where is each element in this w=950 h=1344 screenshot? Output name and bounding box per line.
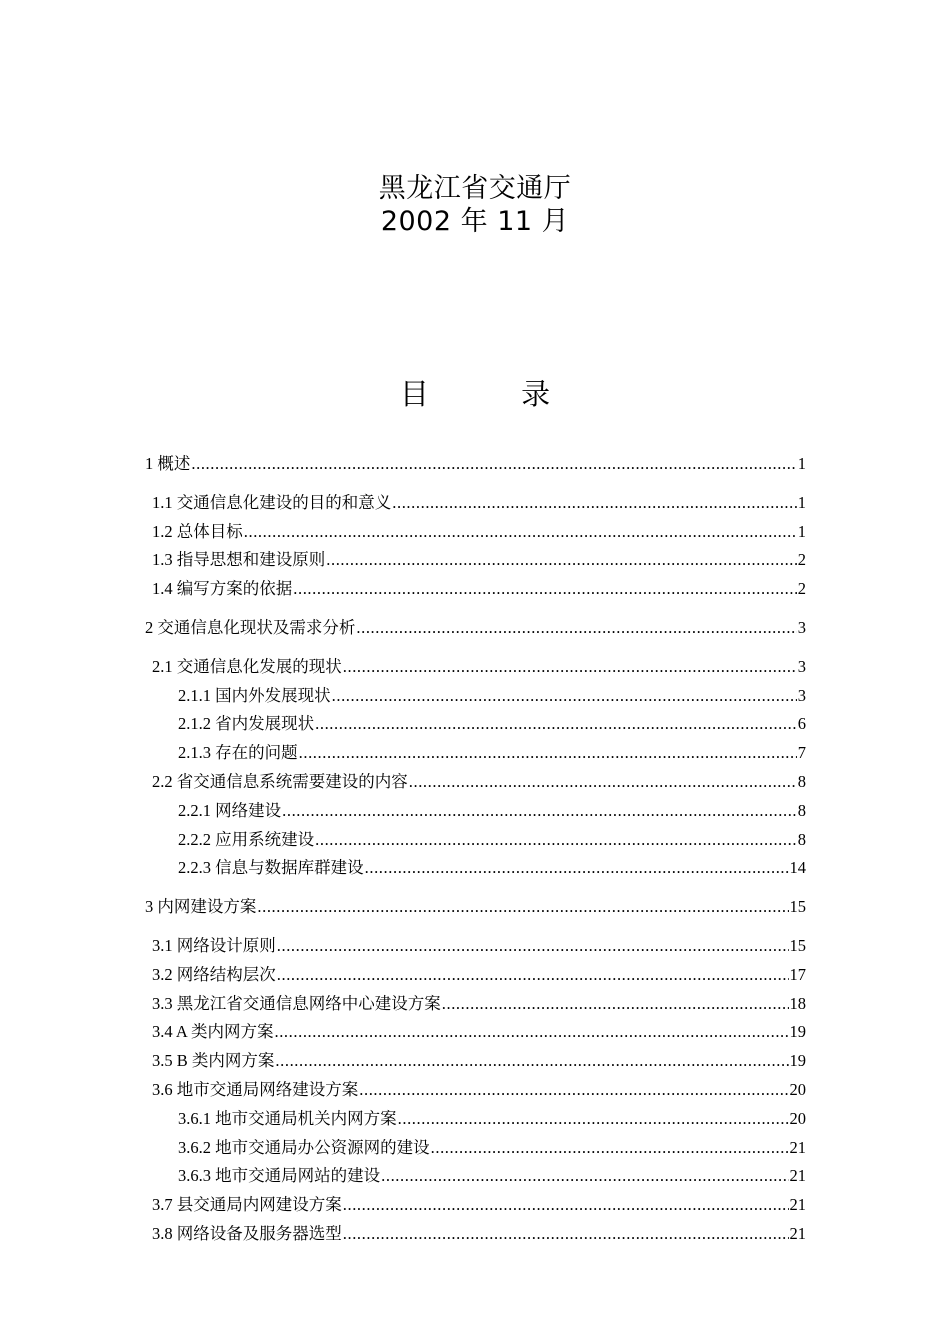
toc-entry-label: 2.1 交通信息化发展的现状 (152, 656, 342, 676)
toc-entry-page: 14 (789, 858, 806, 878)
toc-leader-dots (343, 1220, 789, 1249)
toc-leader-dots (442, 990, 789, 1019)
toc-leader-dots (282, 797, 797, 826)
toc-entry-label: 1.2 总体目标 (152, 521, 243, 541)
toc-entry[interactable] (145, 614, 806, 643)
toc-entry-page: 21 (789, 1137, 806, 1157)
toc-entry[interactable] (145, 768, 806, 797)
toc-leader-dots (381, 1162, 788, 1191)
toc-entry-label: 2.2.3 信息与数据库群建设 (178, 858, 364, 878)
toc-entry[interactable] (145, 546, 806, 575)
toc-entry-page: 1 (797, 492, 806, 512)
organization-name: 黑龙江省交通厅 (378, 173, 572, 204)
toc-entry-label: 2.1.2 省内发展现状 (178, 714, 315, 734)
toc-entry[interactable] (145, 1162, 806, 1191)
toc-entry-label: 2.1.1 国内外发展现状 (178, 685, 331, 705)
toc-entry-page: 18 (789, 993, 806, 1013)
toc-entry-page: 21 (789, 1195, 806, 1215)
toc-entry-page: 2 (797, 550, 806, 570)
toc-leader-dots (244, 518, 797, 547)
toc-entry[interactable] (145, 826, 806, 855)
toc-entry[interactable] (145, 682, 806, 711)
toc-entry-page: 21 (789, 1223, 806, 1243)
toc-entry-label: 2 交通信息化现状及需求分析 (145, 617, 356, 637)
toc-entry[interactable] (145, 518, 806, 547)
toc-entry-label: 3.6.3 地市交通局网站的建设 (178, 1166, 381, 1186)
toc-title: 目 录 (399, 377, 551, 411)
toc-entry-page: 20 (789, 1079, 806, 1099)
toc-leader-dots (398, 1105, 789, 1134)
toc-entry[interactable] (145, 710, 806, 739)
toc-entry[interactable] (145, 797, 806, 826)
toc-leader-dots (315, 826, 797, 855)
toc-leader-dots (392, 489, 797, 518)
toc-entry[interactable] (145, 1076, 806, 1105)
toc-entry-label: 2.2.2 应用系统建设 (178, 829, 315, 849)
toc-entry[interactable] (145, 932, 806, 961)
toc-leader-dots (299, 739, 797, 768)
toc-leader-dots (293, 575, 797, 604)
toc-leader-dots (274, 1018, 788, 1047)
toc-entry[interactable] (145, 1220, 806, 1249)
toc-entry-page: 19 (789, 1022, 806, 1042)
toc-entry[interactable] (145, 961, 806, 990)
toc-leader-dots (191, 450, 796, 479)
toc-entry-label: 3.6.2 地市交通局办公资源网的建设 (178, 1137, 430, 1157)
toc-entry[interactable] (145, 450, 806, 479)
document-date: 2002 年 11 月 (380, 206, 570, 237)
toc-entry-page: 3 (797, 656, 806, 676)
toc-entry[interactable] (145, 1047, 806, 1076)
toc-entry-page: 3 (797, 685, 806, 705)
toc-leader-dots (431, 1134, 789, 1163)
toc-entry-label: 3.1 网络设计原则 (152, 935, 276, 955)
toc-leader-dots (315, 710, 797, 739)
toc-entry-page: 6 (797, 714, 806, 734)
toc-leader-dots (409, 768, 797, 797)
toc-leader-dots (275, 1047, 788, 1076)
toc-entry-page: 15 (789, 897, 806, 917)
toc-entry-page: 8 (797, 771, 806, 791)
toc-entry-label: 2.1.3 存在的问题 (178, 743, 298, 763)
toc-entry[interactable] (145, 739, 806, 768)
toc-entry-page: 3 (797, 617, 806, 637)
toc-entry-label: 3.8 网络设备及服务器选型 (152, 1223, 342, 1243)
toc-entry-page: 21 (789, 1166, 806, 1186)
toc-entry-page: 8 (797, 800, 806, 820)
toc-entry[interactable] (145, 1018, 806, 1047)
toc-entry[interactable] (145, 1105, 806, 1134)
toc-entry-label: 1.3 指导思想和建设原则 (152, 550, 326, 570)
toc-entry-page: 17 (789, 964, 806, 984)
toc-entry[interactable] (145, 575, 806, 604)
toc-entry-label: 2.2.1 网络建设 (178, 800, 282, 820)
toc-entry[interactable] (145, 1134, 806, 1163)
toc-entry-page: 15 (789, 935, 806, 955)
toc-entry-label: 2.2 省交通信息系统需要建设的内容 (152, 771, 408, 791)
toc-leader-dots (257, 893, 788, 922)
toc-entry-label: 3.5 B 类内网方案 (152, 1051, 275, 1071)
toc-entry-label: 1.1 交通信息化建设的目的和意义 (152, 492, 392, 512)
toc-entry-page: 2 (797, 579, 806, 599)
toc-entry-page: 7 (797, 743, 806, 763)
toc-entry-label: 3.4 A 类内网方案 (152, 1022, 274, 1042)
toc-leader-dots (277, 961, 789, 990)
toc-entry[interactable] (145, 893, 806, 922)
toc-entry-page: 20 (789, 1108, 806, 1128)
toc-leader-dots (365, 854, 789, 883)
toc-entry-label: 3.7 县交通局内网建设方案 (152, 1195, 342, 1215)
toc-leader-dots (359, 1076, 788, 1105)
toc-entry-page: 1 (797, 521, 806, 541)
toc-entry-label: 3 内网建设方案 (145, 897, 257, 917)
toc-leader-dots (277, 932, 789, 961)
toc-entry[interactable] (145, 1191, 806, 1220)
toc-entry-label: 3.3 黑龙江省交通信息网络中心建设方案 (152, 993, 441, 1013)
toc-entry-label: 1.4 编写方案的依据 (152, 579, 293, 599)
toc-entry-label: 3.6 地市交通局网络建设方案 (152, 1079, 359, 1099)
toc-entry[interactable] (145, 990, 806, 1019)
toc-entry[interactable] (145, 854, 806, 883)
toc-entry-label: 1 概述 (145, 454, 191, 473)
toc-entry-label: 3.2 网络结构层次 (152, 964, 276, 984)
toc-leader-dots (343, 1191, 789, 1220)
toc-entry-page: 1 (797, 454, 806, 473)
toc-leader-dots (356, 614, 796, 643)
toc-leader-dots (332, 682, 797, 711)
toc-leader-dots (326, 546, 797, 575)
table-of-contents (145, 450, 806, 1249)
toc-leader-dots (343, 653, 797, 682)
toc-entry-page: 8 (797, 829, 806, 849)
toc-entry[interactable] (145, 653, 806, 682)
toc-entry-page: 19 (789, 1051, 806, 1071)
toc-entry-label: 3.6.1 地市交通局机关内网方案 (178, 1108, 397, 1128)
document-header (0, 172, 950, 238)
toc-entry[interactable] (145, 489, 806, 518)
